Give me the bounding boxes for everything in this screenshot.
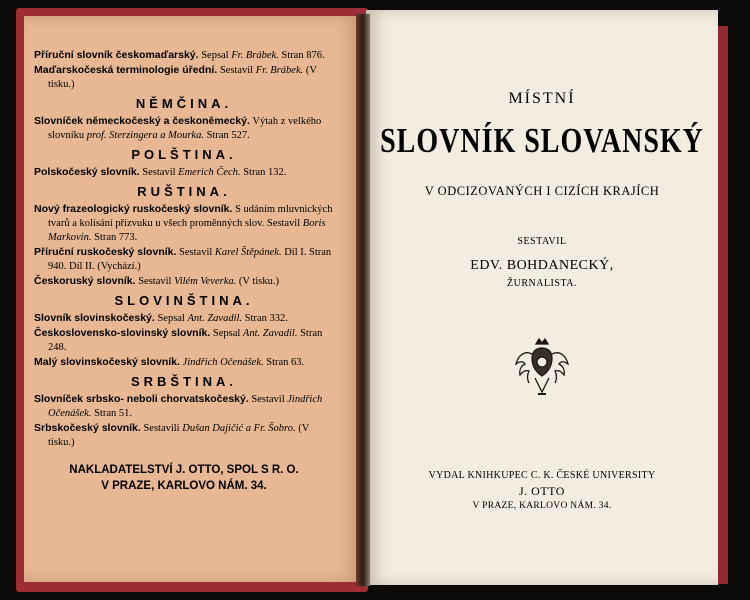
entry-text: Výtah z velkého slovníku bbox=[48, 116, 322, 141]
dictionary-entry bbox=[34, 202, 334, 245]
dictionary-entry bbox=[34, 274, 334, 289]
entry-details: (V tisku.) bbox=[236, 276, 279, 287]
dictionary-entry bbox=[34, 63, 334, 92]
publisher-line-2: V PRAZE, KARLOVO NÁM. 34. bbox=[101, 480, 267, 492]
entry-author: Jindřich Očenášek. bbox=[182, 357, 264, 368]
dictionary-entry bbox=[34, 421, 334, 450]
entry-title: Malý slovinskočeský slovník. bbox=[34, 356, 180, 368]
language-heading: RUŠTINA. bbox=[137, 184, 231, 199]
dictionary-entry bbox=[34, 165, 334, 180]
compiled-by-label: SESTAVIL bbox=[517, 236, 567, 247]
dictionary-entry bbox=[34, 114, 334, 143]
entry-author: Fr. Brábek. bbox=[231, 50, 279, 61]
publisher-line-1: NAKLADATELSTVÍ J. OTTO, SPOL S R. O. bbox=[69, 464, 299, 476]
entry-title: Polskočeský slovník. bbox=[34, 166, 140, 178]
entry-author: Ant. Zavadil. bbox=[187, 313, 243, 324]
dictionary-entry bbox=[34, 326, 334, 355]
entry-author: Dušan Dajičić a Fr. Šobro. bbox=[182, 423, 296, 434]
publisher-imprint bbox=[34, 462, 334, 494]
entry-title: Příruční slovník českomaďarský. bbox=[34, 49, 199, 61]
entry-title: Slovníček německočeský a českoněmecký. bbox=[34, 115, 250, 127]
entry-details: (V tisku.) bbox=[48, 423, 310, 448]
entry-author: Emerich Čech. bbox=[178, 167, 241, 178]
dictionary-entry bbox=[34, 48, 334, 63]
entry-details: Stran 332. bbox=[242, 313, 288, 324]
entry-details: Stran 248. bbox=[48, 328, 323, 353]
entry-text: Sepsal bbox=[154, 313, 188, 324]
entry-title: Slovník slovinskočeský. bbox=[34, 312, 155, 324]
entry-text: Sestavil bbox=[217, 65, 256, 76]
entry-details: Stran 527. bbox=[203, 130, 250, 141]
crowned-eagle-emblem-icon bbox=[366, 336, 718, 407]
publisher-advertisement bbox=[34, 48, 334, 494]
entry-details: (V tisku.) bbox=[48, 65, 317, 90]
dictionary-entry bbox=[34, 355, 334, 370]
book-subtitle: V ODCIZOVANÝCH I CIZÍCH KRAJÍCH bbox=[424, 184, 660, 198]
publisher-line-1: VYDAL KNIHKUPEC C. K. ČESKÉ UNIVERSITY bbox=[428, 470, 656, 481]
book-title: SLOVNÍK SLOVANSKÝ bbox=[380, 122, 704, 161]
entry-title: Slovníček srbsko- neboli chorvatskočeský. bbox=[34, 393, 249, 405]
entry-text: Sestavil bbox=[139, 167, 179, 178]
entry-details: Díl I. Stran 940. Díl II. (Vychází.) bbox=[48, 247, 332, 272]
entry-author: Vilém Veverka. bbox=[174, 276, 237, 287]
entry-text: Sestavili bbox=[140, 423, 183, 434]
entry-text: Sepsal bbox=[198, 50, 232, 61]
entry-details: Stran 132. bbox=[240, 167, 287, 178]
language-heading: POLŠTINA. bbox=[131, 147, 237, 162]
dictionary-entry bbox=[34, 245, 334, 274]
author-role: ŽURNALISTA. bbox=[507, 278, 577, 289]
entry-author: Ant. Zavadil. bbox=[242, 328, 298, 339]
entry-text: Sestavil bbox=[176, 247, 215, 258]
entry-details: Stran 51. bbox=[91, 408, 132, 419]
entry-author: Jindřich Očenášek. bbox=[48, 394, 323, 419]
entry-details: Stran 773. bbox=[91, 232, 138, 243]
entry-text: S udáním mluvnických tvarů a kolísání přízvuku u všech proměnných slov. Sestavil bbox=[48, 204, 333, 229]
emblem-svg bbox=[511, 336, 573, 402]
publisher-name: J. OTTO bbox=[519, 484, 565, 498]
language-heading: SRBŠTINA. bbox=[130, 374, 238, 389]
entry-details: Stran 63. bbox=[263, 357, 305, 368]
entry-author: Karel Štěpánek. bbox=[214, 247, 282, 258]
language-heading: NĚMČINA. bbox=[135, 96, 233, 111]
dictionary-entry bbox=[34, 311, 334, 326]
entry-author: Fr. Brábek. bbox=[255, 65, 304, 76]
entry-text: Sestavil bbox=[135, 276, 175, 287]
entry-details: Stran 876. bbox=[278, 50, 325, 61]
entry-text: Sestavil bbox=[248, 394, 288, 405]
publisher-address: V PRAZE, KARLOVO NÁM. 34. bbox=[472, 501, 612, 511]
entry-title: Srbskočeský slovník. bbox=[34, 422, 141, 434]
entry-title: Příruční ruskočeský slovník. bbox=[34, 246, 177, 258]
entry-author: Boris Markovin. bbox=[48, 218, 326, 243]
entry-title: Československo-slovinský slovník. bbox=[34, 327, 211, 339]
entry-author: prof. Sterzingera a Mourka. bbox=[86, 130, 204, 141]
entry-text: Sepsal bbox=[210, 328, 243, 339]
author-name: EDV. BOHDANECKÝ, bbox=[470, 258, 614, 273]
pre-title: MÍSTNÍ bbox=[508, 90, 576, 107]
dictionary-entry bbox=[34, 392, 334, 421]
entry-title: Maďarskočeská terminologie úřední. bbox=[34, 64, 218, 76]
language-heading: SLOVINŠTINA. bbox=[114, 293, 254, 308]
entry-title: Nový frazeologický ruskočeský slovník. bbox=[34, 203, 233, 215]
entry-title: Českoruský slovník. bbox=[34, 275, 136, 287]
